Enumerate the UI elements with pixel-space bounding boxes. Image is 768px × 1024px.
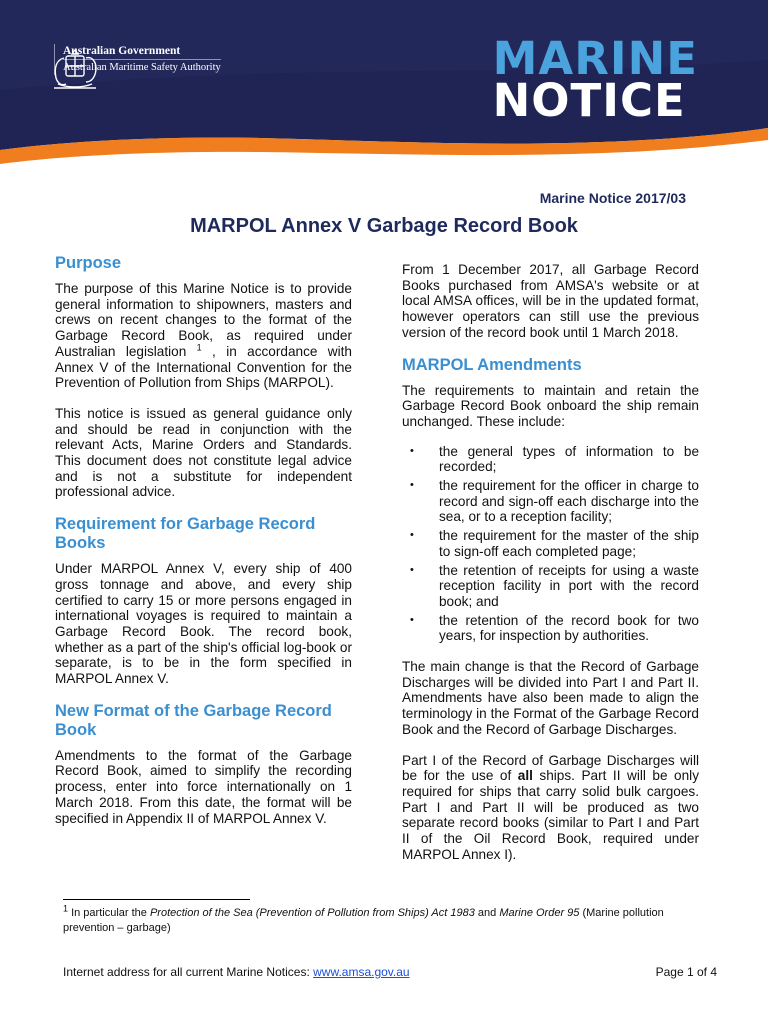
- agency-name: Australian Maritime Safety Authority: [63, 59, 221, 75]
- marine-notice-wordmark: [492, 32, 698, 127]
- footnote-mark: 1: [63, 903, 69, 914]
- requirement-paragraph: Under MARPOL Annex V, every ship of 400 gross tonnage and above, and every ship certified to carry 15 or more persons engaged in international voyages is required to maintain a Garbage Record Book. The record book, whether as a part of the ship's official log-book or separate, is to be in the form specified in MARPOL Annex V.: [55, 561, 352, 687]
- coat-of-arms-icon: [46, 44, 104, 92]
- list-item: • the retention of the record book for two years, for inspection by authorities.: [402, 613, 699, 644]
- right-column: [402, 262, 699, 878]
- list-item: • the general types of information to be recorded;: [402, 444, 699, 475]
- header-banner: [0, 0, 768, 168]
- parts-paragraph: [402, 753, 699, 863]
- purpose-paragraph-2: This notice is issued as general guidance only and should be read in conjunction with the relevant Acts, Marine Orders and Standards. This document does not constitute legal advice and is not a substitute for independent professional advice.: [55, 405, 352, 500]
- list-item: • the requirement for the master of the ship to sign-off each completed page;: [402, 528, 699, 559]
- heading-requirement: Requirement for Garbage Record Books: [55, 515, 316, 553]
- purpose-paragraph-1: [55, 281, 352, 391]
- notice-number: Marine Notice 2017/03: [539, 190, 686, 206]
- wordmark-line1: MARINE: [492, 32, 698, 85]
- footnote-order-title: Marine Order 95: [499, 907, 580, 919]
- new-format-paragraph: Amendments to the format of the Garbage Record Book, aimed to simplify the recording process, enter into force internationally on 1 March 2018. From this date, the format will be specified in Appendix II of MARPOL Annex V.: [55, 747, 352, 826]
- main-change-paragraph: The main change is that the Record of Garbage Discharges will be divided into Part I and Part II. Amendments have also been made to align the terminology in the Format of the Garbage Record Book and the Record of Garbage Discharges.: [402, 659, 699, 737]
- amsa-website-link[interactable]: www.amsa.gov.au: [313, 965, 410, 979]
- footnote-text: In particular the: [68, 907, 150, 919]
- purpose-text-a: The purpose of this Marine Notice is to provide general information to shipowners, masters and crews on recent changes to the format of the Garbage Record Book, as required under Australian legislation: [55, 281, 352, 359]
- footer-address: [63, 965, 410, 979]
- list-item: • the retention of receipts for using a waste reception facility in port with the record book; and: [402, 563, 699, 610]
- left-column: [55, 252, 352, 841]
- footnote-act-title: Protection of the Sea (Prevention of Pollution from Ships) Act 1983: [149, 907, 475, 919]
- footnote-divider: [63, 899, 250, 900]
- list-item: • the requirement for the officer in charge to record and sign-off each discharge into the sea, or to a reception facility;: [402, 478, 699, 525]
- heading-purpose: Purpose: [55, 254, 122, 272]
- heading-marpol-amendments: MARPOL Amendments: [402, 355, 582, 374]
- parts-text-a: Part I of the Record of Garbage Discharges will be for the use of: [402, 752, 699, 784]
- amendments-paragraph: The requirements to maintain and retain the Garbage Record Book onboard the ship remain unchanged. These include:: [402, 382, 699, 429]
- heading-new-format: New Format of the Garbage Record Book: [55, 701, 332, 739]
- footnote: [63, 903, 703, 936]
- wordmark-line2: NOTICE: [492, 74, 686, 127]
- page-number: Page 1 of 4: [655, 965, 717, 979]
- requirements-list: [402, 444, 699, 644]
- document-title: MARPOL Annex V Garbage Record Book: [190, 215, 578, 237]
- government-logo: [46, 44, 221, 75]
- footnote-text: (Marine pollution prevention – garbage): [63, 907, 664, 934]
- footnote-ref: 1: [196, 342, 202, 353]
- page-footer: [63, 965, 717, 979]
- intro-paragraph: From 1 December 2017, all Garbage Record Books purchased from AMSA's website or at local AMSA offices, will be in the updated format, however operators can still use the previous version of the record book until 1 March 2018.: [402, 262, 699, 340]
- footnote-text: and: [474, 907, 500, 919]
- gov-name: Australian Government: [63, 45, 181, 57]
- footer-label: Internet address for all current Marine Notices:: [63, 965, 314, 979]
- purpose-text-b: , in accordance with Annex V of the International Convention for the Prevention of Pollution from Ships (MARPOL).: [55, 343, 352, 391]
- parts-text-b: ships. Part II will be only required for ships that carry solid bulk cargoes. Part I and Part II will be produced as two separate record books (similar to Part I and Part II of the Oil Record Book, required under MARPOL Annex I).: [402, 768, 699, 862]
- parts-text-bold: all: [517, 768, 533, 784]
